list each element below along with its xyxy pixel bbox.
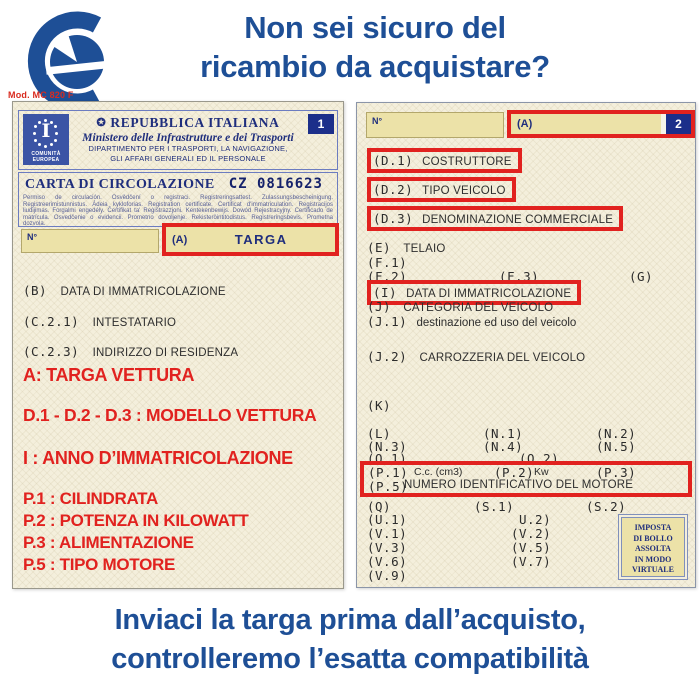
left-document-panel: [12, 101, 344, 589]
highlight-frame: [367, 206, 623, 231]
document-header-box: [18, 110, 338, 170]
field-label: Kw: [534, 466, 549, 478]
field-label: TIPO VEICOLO: [422, 185, 506, 197]
field-code: (V.5): [511, 540, 552, 555]
page-number-badge-2: 2: [666, 114, 691, 134]
eu-flag-caption-line2: EUROPEA: [32, 157, 60, 163]
annotation-tipo-motore: P.5 : TIPO MOTORE: [23, 555, 176, 574]
field-label: destinazione ed uso del veicolo: [416, 317, 577, 329]
annotation-potenza: P.2 : POTENZA IN KILOWATT: [23, 511, 249, 530]
field-code: (I): [373, 285, 398, 300]
field-label: CARROZZERIA DEL VEICOLO: [419, 352, 586, 364]
annotation-modello: D.1 - D.2 - D.3 : MODELLO VETTURA: [23, 405, 317, 425]
imposta-line: IN MODO: [634, 554, 672, 564]
field-row-j: [367, 299, 691, 315]
n-number-field: [366, 112, 504, 138]
engine-highlight-box: [360, 461, 692, 497]
carta-box: [18, 172, 338, 227]
highlight-frame: [367, 148, 522, 173]
plate-field-code: (A): [517, 118, 533, 130]
field-code: (D.2): [373, 182, 414, 197]
header-dept-line1: DIPARTIMENTO PER I TRASPORTI, LA NAVIGAZIONE,: [88, 144, 288, 153]
field-label: INTESTATARIO: [92, 317, 177, 329]
field-code: (P.5): [368, 479, 409, 494]
field-label: TELAIO: [403, 243, 446, 255]
page-title-line1: Non sei sicuro del: [244, 10, 506, 45]
field-label: COSTRUTTORE: [422, 156, 512, 168]
page-title: [70, 8, 680, 86]
field-code: (V.9): [367, 568, 408, 583]
imposta-line: DI BOLLO: [633, 533, 673, 543]
italy-emblem-icon: ✪: [96, 117, 107, 129]
field-row-d2: [367, 177, 691, 197]
targa-field-label: TARGA: [234, 232, 288, 247]
field-code: (F.1): [367, 255, 408, 270]
carta-title-row: [19, 173, 337, 193]
plate-field: [511, 114, 661, 134]
field-code: (U.1): [367, 512, 408, 527]
field-code: (O.2): [519, 451, 560, 466]
footer-text: [0, 601, 700, 679]
annotation-anno: I : ANNO D’IMMATRICOLAZIONE: [23, 448, 293, 468]
field-code: (E): [367, 240, 392, 255]
annotation-cilindrata: P.1 : CILINDRATA: [23, 489, 158, 508]
field-code: (G): [629, 269, 654, 284]
field-row-e: [367, 240, 691, 256]
highlight-frame: [367, 177, 516, 202]
header-ministry: Ministero delle Infrastrutture e dei Trasporti: [82, 132, 294, 144]
field-row-k: [367, 398, 691, 414]
field-code: (V.7): [511, 554, 552, 569]
field-code: (P.1): [368, 465, 409, 480]
annotation-targa: A: TARGA VETTURA: [23, 365, 195, 385]
eu-flag-caption: [23, 151, 69, 163]
field-row-i: [367, 280, 691, 300]
field-code: (J): [367, 299, 392, 314]
field-code: (D.1): [373, 153, 414, 168]
eu-country-letter: I: [41, 120, 51, 142]
targa-highlight-box: [162, 223, 339, 256]
plate-highlight-box: [507, 110, 695, 138]
field-code: (O.1): [367, 451, 408, 466]
field-row-c21: [23, 313, 337, 331]
field-label: DENOMINAZIONE COMMERCIALE: [422, 214, 614, 226]
header-country: [73, 115, 303, 131]
header-text-block: [73, 115, 303, 163]
n-number-field: [21, 229, 159, 253]
field-code: (P.3): [596, 465, 637, 480]
field-code: (N.1): [483, 426, 524, 441]
field-row-j1: [367, 314, 691, 330]
imposta-line: IMPOSTA: [634, 523, 672, 532]
field-code: (Q): [367, 499, 392, 514]
field-code: (N.3): [367, 439, 408, 454]
field-row-p5: [368, 479, 688, 495]
field-code: (J.1): [367, 314, 408, 329]
right-document-panel: [356, 102, 696, 588]
field-code: (F.3): [499, 269, 540, 284]
field-label: NUMERO IDENTIFICATIVO DEL MOTORE: [404, 479, 634, 491]
targa-field: [166, 227, 335, 252]
imposta-bollo-stamp: [621, 517, 685, 577]
field-row-c23: [23, 343, 337, 361]
field-code: (V.6): [367, 554, 408, 569]
carta-multilingual-text: Permiso de circulación. Osvědčení o registraci. Registreringsattest. Zulassungsbescheinigung. Registreerimistunnistus. Ádeia kykloforias. Registration certificate. Certificat d'immatriculation. Registracijos liudijimas. Forgalmi engedély. Čertifikat ta' Reġistrazzjoni. Kentekenbewijs. Dowód Rejestracyjny. Certificado de matrícula. Osvedčenie o evidencii. Prometno dovoljenje. Rekisteröintitodistus. Registreringsbevis. Prometna dozvola.: [23, 195, 333, 227]
field-code: (C.2.3): [23, 344, 80, 359]
header-country-text: REPUBBLICA ITALIANA: [110, 115, 280, 130]
field-row-b: [23, 282, 337, 300]
imposta-line: VIRTUALE: [632, 565, 674, 574]
eu-flag-caption-line1: COMUNITÀ: [31, 151, 61, 157]
field-label: DATA DI IMMATRICOLAZIONE: [60, 286, 226, 298]
field-code: (V.1): [367, 526, 408, 541]
eu-flag-icon: [23, 114, 69, 165]
field-label: C.c. (cm3): [414, 466, 463, 478]
header-dept-line2: GLI AFFARI GENERALI ED IL PERSONALE: [110, 153, 266, 163]
field-code: (B): [23, 283, 48, 298]
field-code: (S.1): [474, 499, 515, 514]
field-code: (L): [367, 426, 392, 441]
annotation-alimentazione: P.3 : ALIMENTAZIONE: [23, 533, 194, 552]
field-code: (V.3): [367, 540, 408, 555]
page-number-badge-1: 1: [308, 114, 334, 134]
field-row-d1: [367, 148, 691, 168]
carta-title: CARTA DI CIRCOLAZIONE: [25, 177, 215, 192]
field-label: DATA DI IMMATRICOLAZIONE: [406, 288, 572, 300]
field-code: (P.2): [494, 465, 535, 480]
field-row-d3: [367, 206, 691, 226]
footer-line1: Inviaci la targa prima dall’acquisto,: [114, 604, 586, 636]
field-code: (F.2): [367, 269, 408, 284]
field-code: U.2): [519, 512, 552, 527]
field-code: (N.2): [596, 426, 637, 441]
page-title-line2: ricambio da acquistare?: [200, 49, 550, 84]
footer-line2: controlleremo l’esatta compatibilità: [111, 643, 589, 675]
field-code: (N.5): [596, 439, 637, 454]
field-code: (C.2.1): [23, 314, 80, 329]
targa-field-code: (A): [172, 233, 188, 246]
field-label: INDIRIZZO DI RESIDENZA: [92, 347, 239, 359]
n-number-label: N°: [372, 116, 383, 126]
field-code: (N.4): [483, 439, 524, 454]
field-code: (S.2): [586, 499, 627, 514]
n-number-label: N°: [27, 232, 38, 242]
field-code: (D.3): [373, 211, 414, 226]
imposta-line: ASSOLTA: [634, 544, 672, 553]
field-code: (K): [367, 398, 392, 413]
field-code: (J.2): [367, 349, 408, 364]
field-label: CATEGORIA DEL VEICOLO: [403, 302, 554, 314]
field-row-j2: [367, 349, 691, 365]
carta-serial-number: CZ 0816623: [228, 176, 323, 192]
field-code: (V.2): [511, 526, 552, 541]
mod-code-label: Mod. MC 820 F: [8, 90, 74, 100]
